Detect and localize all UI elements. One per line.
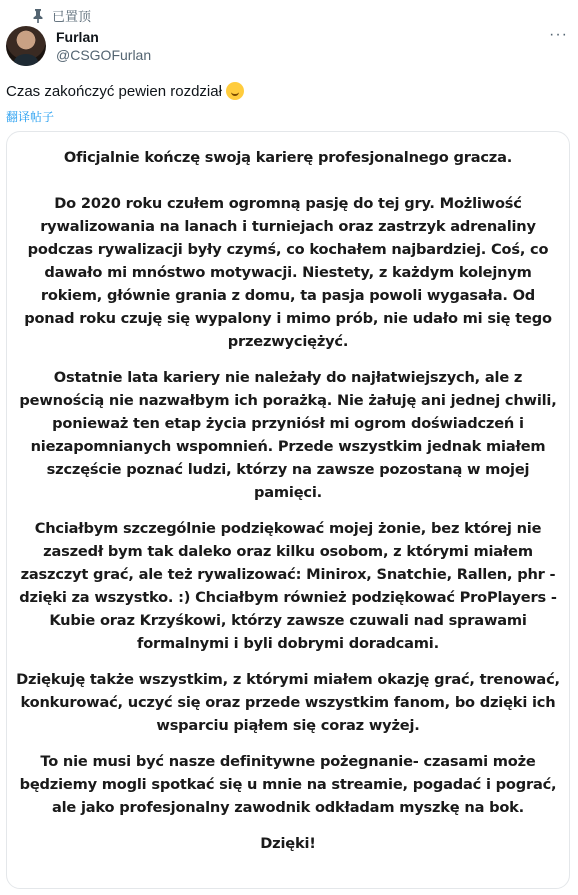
- statement-paragraph: To nie musi być nasze definitywne pożegnanie- czasami może będziemy mogli spotkać się u mnie na streamie, pogadać i pograć, ale jako profesjonalny zawodnik odkładam myszkę na bok.: [19, 753, 557, 816]
- statement-paragraph: Do 2020 roku czułem ogromną pasję do tej gry. Możliwość rywalizowania na lanach i turniejach oraz zastrzyk adrenaliny podczas rywalizacji były czymś, co kochałem najbardziej. Coś, co dawało mi mnóstwo motywacji. Niestety, z każdym kolejnym rokiem, głównie grania z domu, ta pasja powoli wygasała. Od ponad roku czuję się wypalony i mimo prób, nie udało mi się tego przezwyciężyć.: [24, 195, 552, 350]
- user-handle[interactable]: @CSGOFurlan: [56, 47, 152, 63]
- pinned-label: 已置顶: [52, 9, 92, 24]
- avatar[interactable]: [6, 26, 46, 66]
- tweet-text: Czas zakończyć pewien rozdział: [6, 82, 222, 100]
- translate-post-link[interactable]: 翻译帖子: [6, 110, 55, 124]
- pin-icon: [32, 9, 44, 23]
- statement-paragraph: Ostatnie lata kariery nie należały do najłatwiejszych, ale z pewnością nie nazwałbym ich porażką. Nie żałuję ani jednej chwili, ponieważ ten etap życia przyniósł mi ogrom doświadczeń i niezapomnianych wspomnień. Przede wszystkim jednak miałem szczęście poznać ludzi, którzy na zawsze pozostaną w mojej pamięci.: [19, 369, 557, 501]
- tweet-text-row: [6, 82, 244, 100]
- statement-paragraph: Dziękuję także wszystkim, z którymi miałem okazję grać, trenować, konkurować, uczyć się oraz przede wszystkim fanom, bo dzięki ich wsparciu piąłem się coraz wyżej.: [16, 671, 560, 734]
- author-names: [56, 28, 151, 64]
- statement-title: Oficjalnie kończę swoją karierę profesjonalnego gracza.: [63, 149, 513, 166]
- saluting-face-icon: [226, 82, 244, 100]
- statement-image[interactable]: [6, 131, 570, 889]
- pinned-indicator: [32, 6, 91, 25]
- display-name[interactable]: Furlan: [56, 29, 99, 45]
- statement-paragraph: Chciałbym szczególnie podziękować mojej żonie, bez której nie zaszedł bym tak daleko oraz kilku osobom, z którymi miałem zaszczyt grać, ale też rywalizować: Minirox, Snatchie, Rallen, phr - dzięki za wszystko. :) Chciałbym również podziękować ProPlayers - Kubie oraz Krzyśkowi, którzy zawsze czuwali nad sprawami formalnymi i byli dobrymi doradcami.: [19, 520, 557, 652]
- author-block: [6, 26, 151, 66]
- statement-signoff: Dzięki!: [260, 835, 316, 852]
- statement-text: [15, 146, 561, 855]
- more-options-icon[interactable]: ···: [549, 26, 568, 43]
